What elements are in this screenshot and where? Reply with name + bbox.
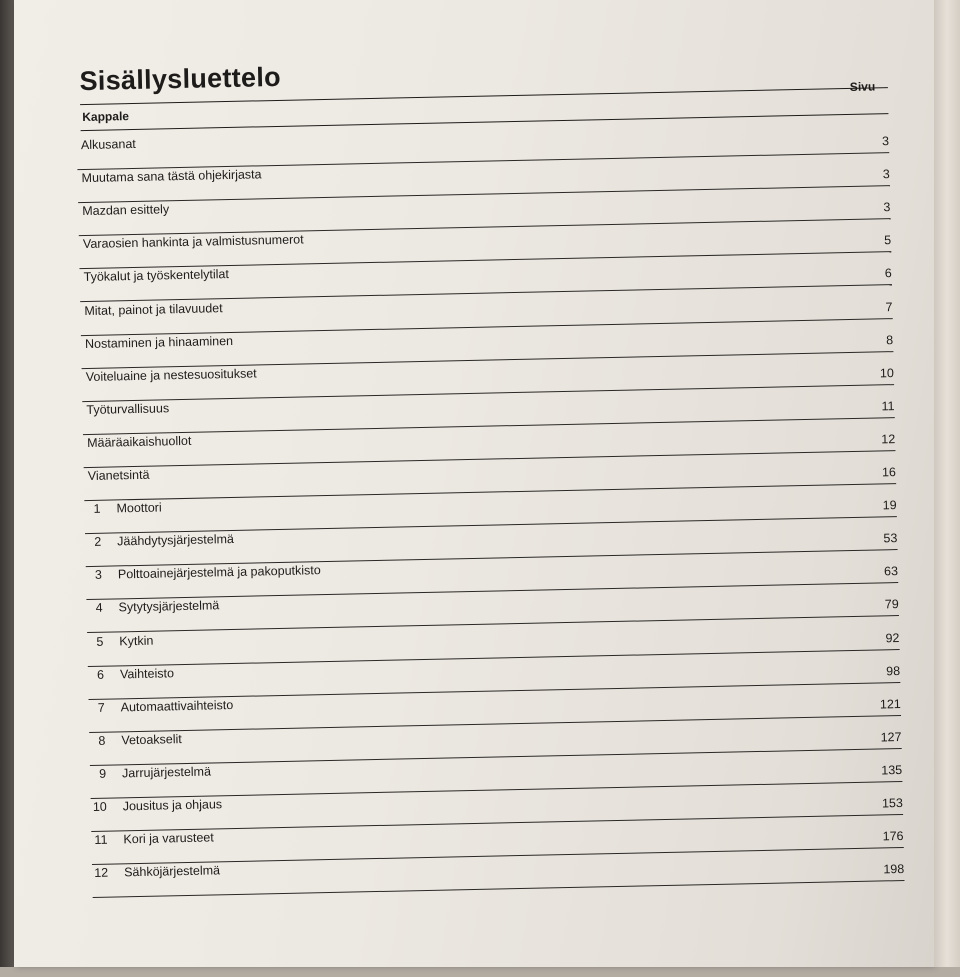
toc-entry-label: Työturvallisuus <box>86 401 170 417</box>
toc-entry-label: Määräaikaishuollot <box>86 433 192 450</box>
toc-entry-page: 8 <box>886 332 894 347</box>
toc-entry-page: 5 <box>883 233 892 248</box>
toc-entry-page: 153 <box>881 796 904 811</box>
toc-entry-page: 12 <box>881 431 896 447</box>
toc-entry-number: 11 <box>94 832 108 848</box>
toc-entry-page: 6 <box>884 266 892 281</box>
toc-entry-label: Automaattivaihteisto <box>120 697 234 715</box>
toc-entry-label: Varaosien hankinta ja valmistusnumerot <box>82 232 304 252</box>
toc-entry-label: Polttoainejärjestelmä ja pakoputkisto <box>117 563 321 582</box>
toc-entry-label: Jousitus ja ohjaus <box>122 797 223 814</box>
toc-entry-number: 2 <box>94 534 102 550</box>
toc-entry-page: 7 <box>885 299 893 314</box>
toc-entry-label: Alkusanat <box>80 136 136 153</box>
toc-entry-page: 121 <box>879 696 901 712</box>
page-column-header: Sivu <box>849 79 876 94</box>
toc-entry-label: Mazdan esittely <box>82 202 170 219</box>
toc-entry-page: 79 <box>884 597 899 612</box>
toc-entry-label: Kori ja varusteet <box>123 830 214 847</box>
toc-entry-page: 53 <box>883 531 898 546</box>
toc-entry-label: Kytkin <box>119 633 154 648</box>
toc-entry-label: Moottori <box>116 500 162 516</box>
toc-entry-number: 9 <box>98 766 107 781</box>
toc-entry-number: 4 <box>95 601 103 616</box>
toc-entry-label: Sähköjärjestelmä <box>123 863 221 880</box>
toc-entry-number: 8 <box>98 733 106 748</box>
toc-entry-label: Vetoakselit <box>121 731 182 748</box>
toc-entry-number: 7 <box>97 700 105 715</box>
toc-entry-page: 198 <box>883 862 905 877</box>
toc-entry-page: 63 <box>883 564 899 579</box>
page-title: Sisällysluettelo <box>79 61 282 97</box>
toc-entry-page: 92 <box>885 630 900 645</box>
toc-entry-label: Voiteluaine ja nestesuositukset <box>85 366 257 384</box>
toc-entry-page: 3 <box>883 200 891 215</box>
toc-entry-number: 1 <box>93 501 101 516</box>
toc-entry-number: 12 <box>94 865 109 881</box>
toc-entry-page: 3 <box>881 134 890 149</box>
toc-entry-rule <box>93 880 905 898</box>
toc-entry-label: Työkalut ja työskentelytilat <box>83 267 230 285</box>
toc-entry-label: Jarrujärjestelmä <box>121 764 212 781</box>
toc-entry-number: 10 <box>92 799 107 814</box>
toc-entry-label: Nostaminen ja hinaaminen <box>84 333 234 351</box>
toc-entry-page: 19 <box>882 498 897 513</box>
toc-entry-page: 11 <box>881 398 895 414</box>
toc-entry-number: 3 <box>94 568 103 583</box>
toc-entry-number: 6 <box>96 667 105 682</box>
toc-entry-page: 16 <box>881 465 897 480</box>
toc-entry-page: 10 <box>879 365 894 381</box>
toc-entry-label: Sytytysjärjestelmä <box>118 598 220 615</box>
toc-entry-label: Muutama sana tästä ohjekirjasta <box>81 167 262 186</box>
toc-entry-number: 5 <box>96 634 104 649</box>
toc-entry-page: 98 <box>886 663 901 678</box>
toc-entry-label: Jäähdytysjärjestelmä <box>117 532 235 549</box>
toc-entry-page: 176 <box>882 829 904 844</box>
toc-entry-label: Vaihteisto <box>119 665 175 681</box>
toc-entry-page: 127 <box>880 729 902 745</box>
toc-entry-page: 3 <box>882 167 890 182</box>
toc-entry-page: 135 <box>881 762 903 778</box>
toc-entry-label: Vianetsintä <box>87 467 150 484</box>
toc-entry-label: Mitat, painot ja tilavuudet <box>84 300 223 318</box>
chapter-column-header: Kappale <box>82 109 130 125</box>
